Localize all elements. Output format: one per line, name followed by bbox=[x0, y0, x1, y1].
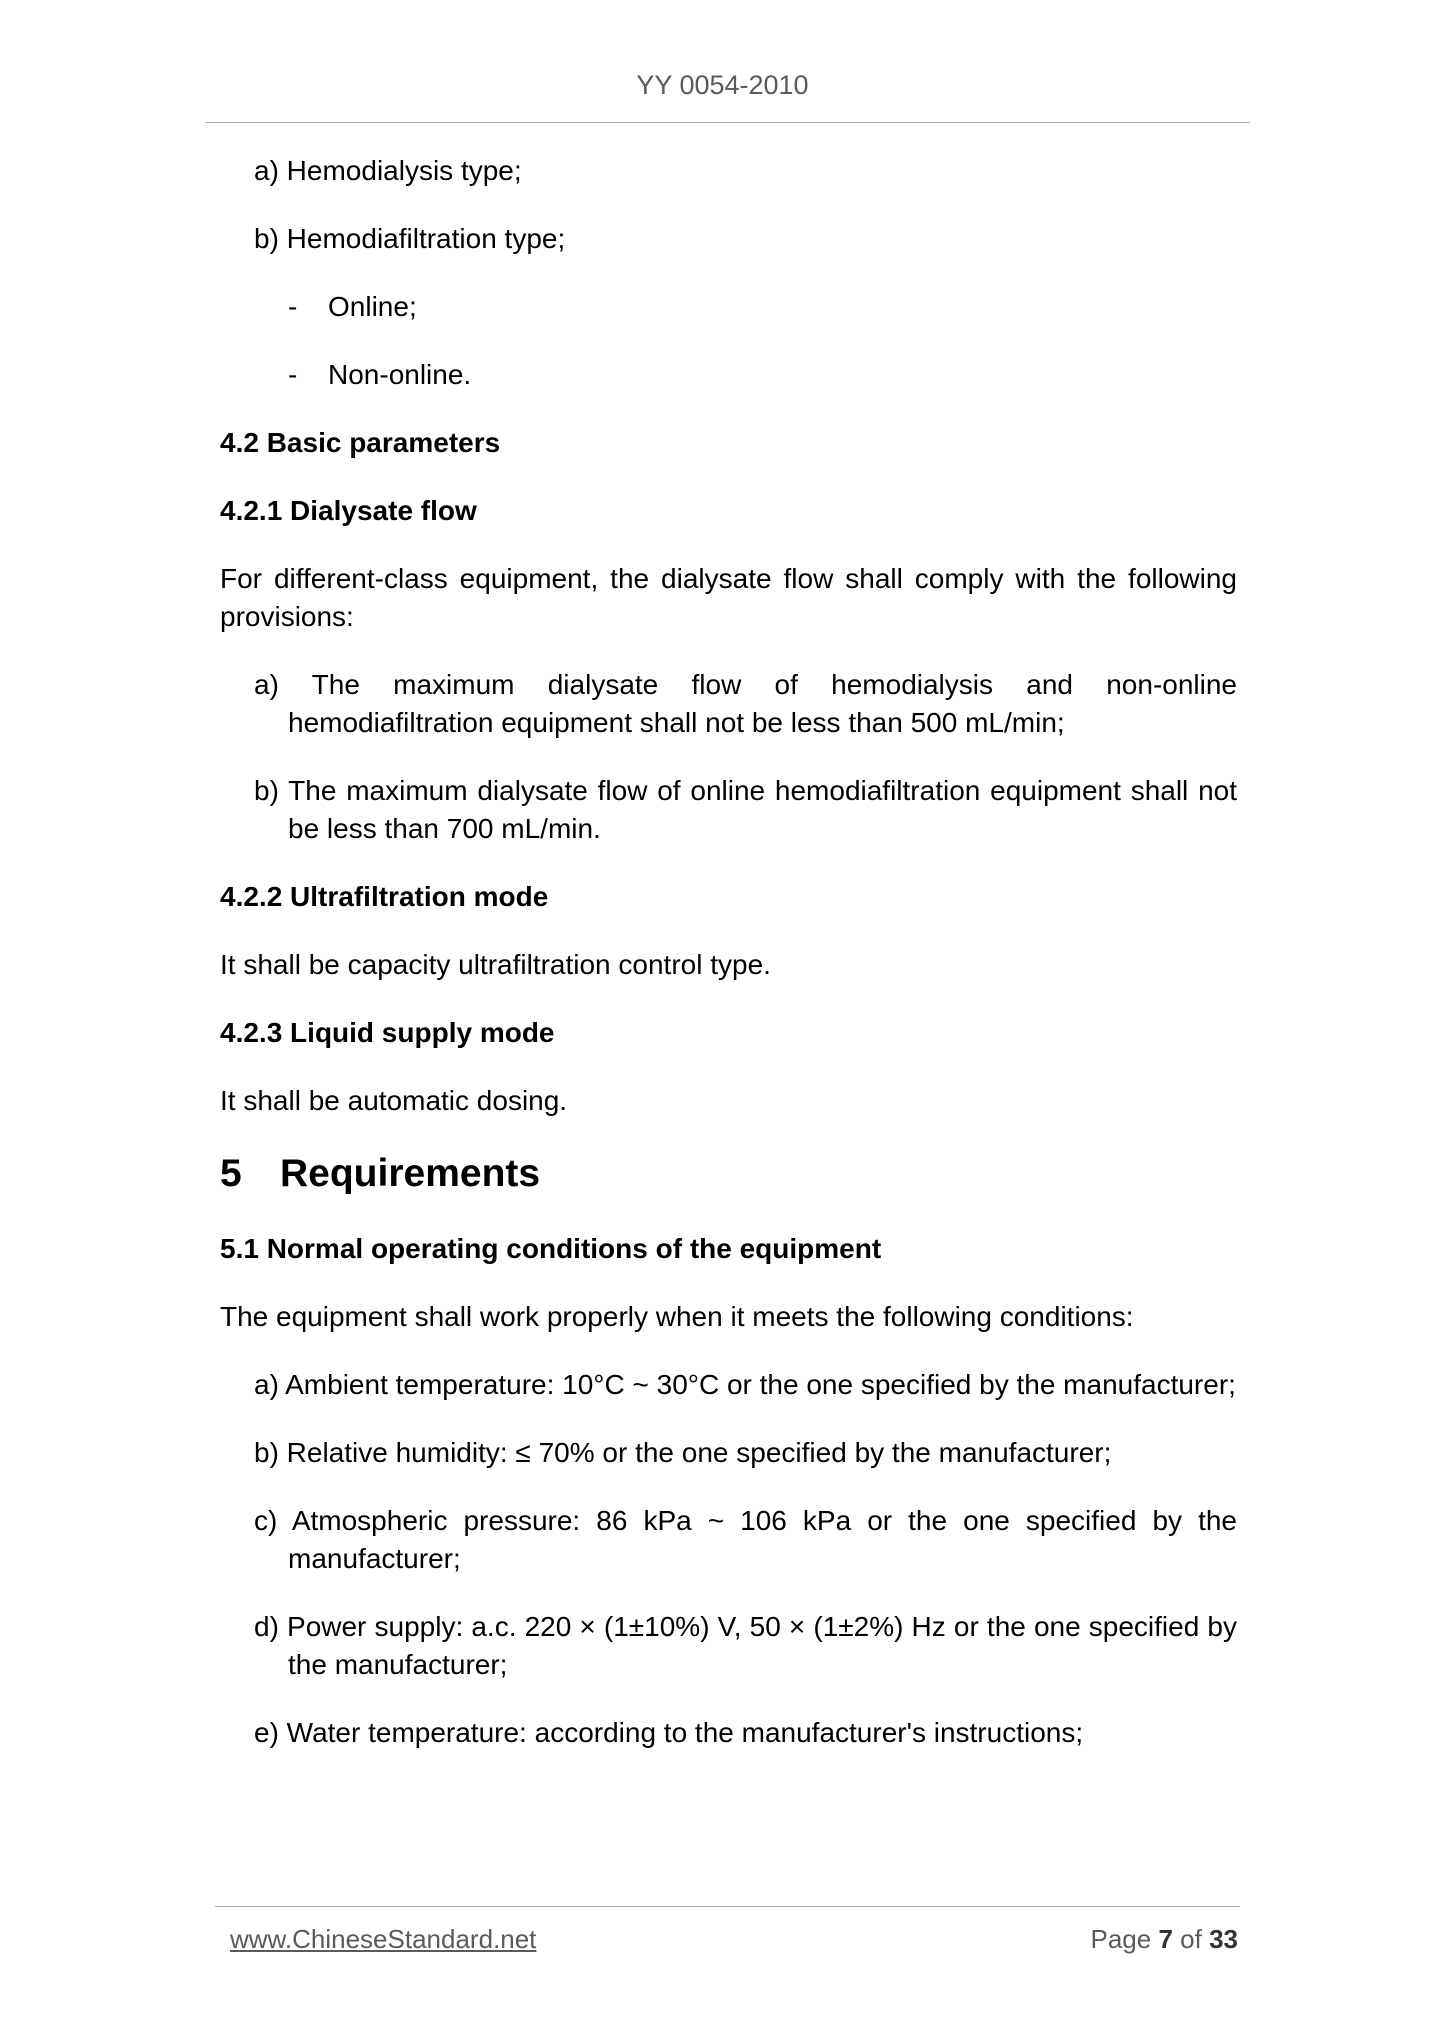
dialysate-flow-item-b: b) The maximum dialysate flow of online hemodiafiltration equipment shall not be less than 700 mL/min. bbox=[254, 775, 1237, 844]
online-label: Online; bbox=[328, 291, 417, 322]
section-5-1-intro: The equipment shall work properly when it meets the following conditions: bbox=[220, 1301, 1134, 1332]
dialysate-flow-item-a: a) The maximum dialysate flow of hemodialysis and non-online hemodiafiltration equipment shall not be less than 500 mL/min; bbox=[254, 669, 1237, 738]
section-5-number: 5 bbox=[220, 1152, 242, 1195]
section-4-2-3-heading: 4.2.3 Liquid supply mode bbox=[220, 1017, 555, 1048]
page-of: of bbox=[1180, 1924, 1202, 1954]
condition-item-b: b) Relative humidity: ≤ 70% or the one specified by the manufacturer; bbox=[254, 1437, 1112, 1468]
condition-item-c: c) Atmospheric pressure: 86 kPa ~ 106 kPa or the one specified by the manufacturer; bbox=[254, 1505, 1237, 1574]
type-non-online-item bbox=[220, 356, 1237, 394]
section-4-2-heading: 4.2 Basic parameters bbox=[220, 427, 501, 458]
section-5-1-heading: 5.1 Normal operating conditions of the equipment bbox=[220, 1233, 882, 1264]
footer-divider bbox=[215, 1906, 1240, 1907]
section-4-2-3-text: It shall be automatic dosing. bbox=[220, 1085, 568, 1116]
page-current: 7 bbox=[1158, 1924, 1173, 1954]
page-prefix: Page bbox=[1090, 1924, 1152, 1954]
header-divider bbox=[205, 122, 1250, 123]
section-5-title: Requirements bbox=[280, 1152, 541, 1195]
condition-item-e: e) Water temperature: according to the manufacturer's instructions; bbox=[254, 1717, 1084, 1748]
dash-marker: - bbox=[288, 359, 298, 390]
section-4-2-1-heading: 4.2.1 Dialysate flow bbox=[220, 495, 477, 526]
section-5-heading bbox=[220, 1150, 1237, 1198]
section-4-2-2-text: It shall be capacity ultrafiltration control type. bbox=[220, 949, 771, 980]
dash-marker: - bbox=[288, 291, 298, 322]
section-4-2-1-intro: For different-class equipment, the dialysate flow shall comply with the following provisions: bbox=[220, 563, 1237, 632]
condition-item-d: d) Power supply: a.c. 220 × (1±10%) V, 50 × (1±2%) Hz or the one specified by the manufacturer; bbox=[254, 1611, 1237, 1680]
non-online-label: Non-online. bbox=[328, 359, 472, 390]
type-b-item: b) Hemodiafiltration type; bbox=[254, 223, 566, 254]
page-total: 33 bbox=[1209, 1924, 1238, 1954]
document-body bbox=[220, 152, 1237, 1782]
type-online-item bbox=[220, 288, 1237, 326]
page-number bbox=[1090, 1924, 1238, 1955]
footer-website-link[interactable]: www.ChineseStandard.net bbox=[230, 1924, 537, 1954]
type-a-item: a) Hemodialysis type; bbox=[254, 155, 522, 186]
page-header: YY 0054-2010 bbox=[636, 70, 809, 100]
condition-item-a: a) Ambient temperature: 10°C ~ 30°C or the one specified by the manufacturer; bbox=[254, 1369, 1236, 1400]
section-4-2-2-heading: 4.2.2 Ultrafiltration mode bbox=[220, 881, 549, 912]
